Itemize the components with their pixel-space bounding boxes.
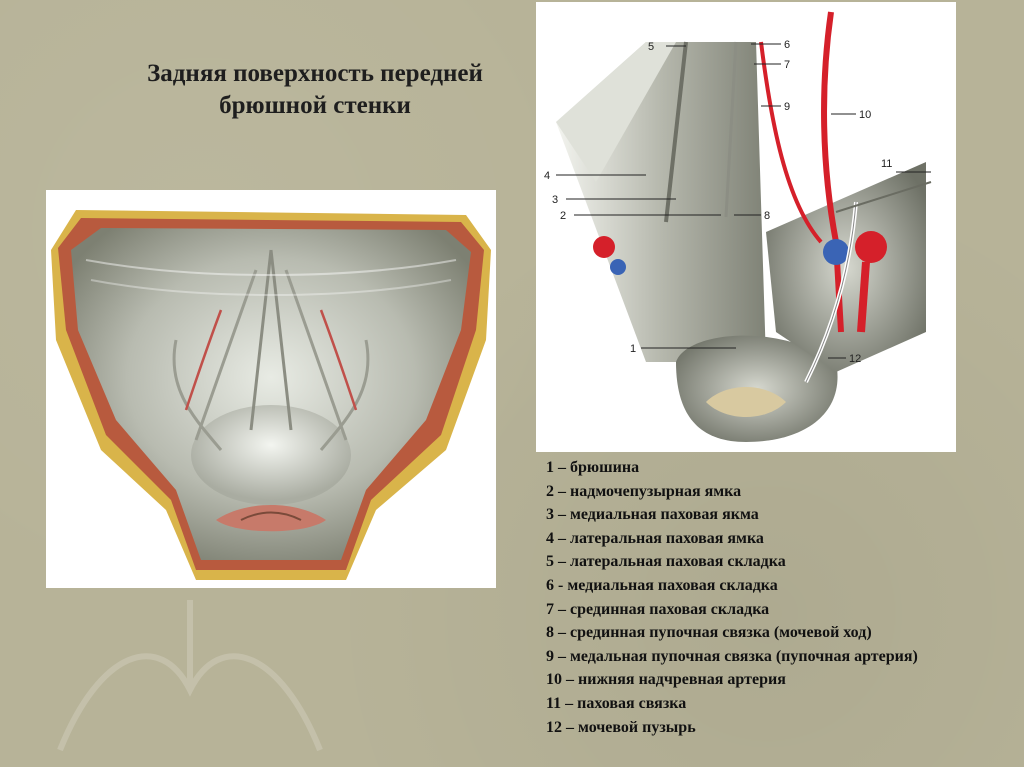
legend-item: 3 – медиальная паховая якма [546, 506, 759, 524]
legend-list [546, 456, 1016, 739]
legend-item: 5 – латеральная паховая складка [546, 553, 786, 571]
callout-2: 2 [560, 210, 567, 222]
callout-3: 3 [552, 194, 559, 206]
callout-9: 9 [784, 101, 791, 113]
background-decoration [40, 590, 340, 760]
slide-title-line-2: брюшной стенки [219, 92, 411, 119]
callout-10: 10 [859, 109, 872, 121]
legend-item: 10 – нижняя надчревная артерия [546, 671, 786, 689]
legend-item: 11 – паховая связка [546, 694, 687, 712]
slide-title-line-1: Задняя поверхность передней [147, 60, 483, 87]
left-anatomy-figure [46, 190, 496, 588]
legend-item: 7 – срединная паховая складка [546, 600, 770, 618]
callout-6: 6 [784, 39, 791, 51]
legend-item: 1 – брюшина [546, 459, 640, 476]
callout-5: 5 [648, 41, 655, 53]
legend-item: 9 – медальная пупочная связка (пупочная артерия) [546, 647, 918, 665]
legend-item: 4 – латеральная паховая ямка [546, 529, 764, 547]
callout-8: 8 [764, 210, 771, 222]
callout-7: 7 [784, 59, 791, 71]
left-anatomy-illustration [46, 190, 496, 588]
right-anatomy-figure [536, 2, 956, 452]
slide-title [95, 58, 535, 122]
legend-item: 2 – надмочепузырная ямка [546, 482, 742, 500]
callout-12: 12 [849, 353, 862, 365]
callout-1: 1 [630, 343, 637, 355]
legend-item: 8 – срединная пупочная связка (мочевой ход) [546, 624, 872, 642]
right-anatomy-illustration [536, 2, 956, 452]
legend-item: 6 - медиальная паховая складка [546, 576, 778, 594]
callout-11: 11 [881, 158, 893, 170]
callout-4: 4 [544, 170, 551, 182]
legend-item: 12 – мочевой пузырь [546, 718, 696, 736]
